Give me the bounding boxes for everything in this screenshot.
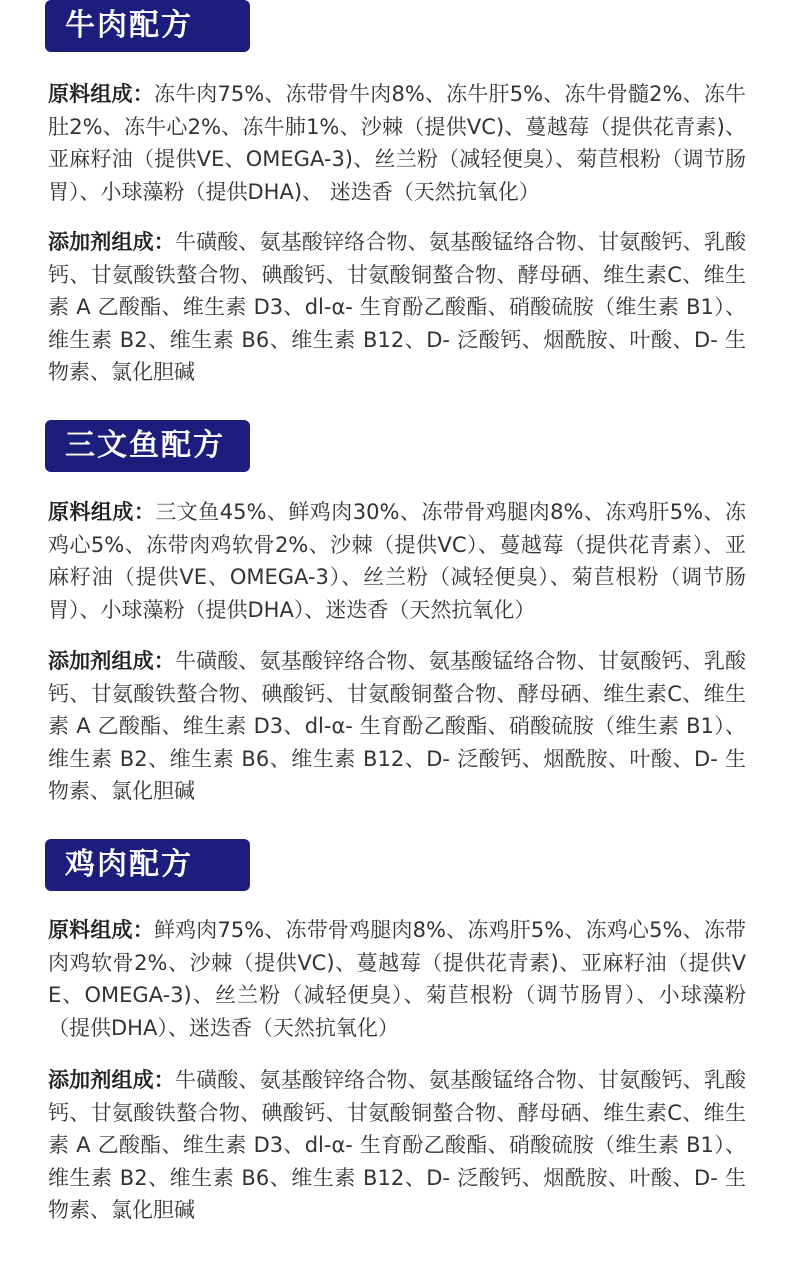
- ingredients-paragraph-salmon: [48, 496, 746, 628]
- ingredients-paragraph-chicken: [48, 914, 746, 1046]
- additives-label: 添加剂组成：: [48, 230, 175, 254]
- additives-paragraph-beef: [48, 226, 746, 390]
- additives-text: 牛磺酸、氨基酸锌络合物、氨基酸锰络合物、甘氨酸钙、乳酸钙、甘氨酸铁螯合物、碘酸钙、甘氨酸铜螯合物、酵母硒、维生素C、维生素 A 乙酸酯、维生素 D3、dl-α- 生育酚乙酸酯、硝酸硫胺（维生素 B1）、维生素 B2、维生素 B6、维生素 B12、D- 泛酸钙、烟酰胺、叶酸、D- 生物素、氯化胆碱: [48, 1068, 746, 1222]
- additives-text: 牛磺酸、氨基酸锌络合物、氨基酸锰络合物、甘氨酸钙、乳酸钙、甘氨酸铁螯合物、碘酸钙、甘氨酸铜螯合物、酵母硒、维生素C、维生素 A 乙酸酯、维生素 D3、dl-α- 生育酚乙酸酯、硝酸硫胺（维生素 B1）、维生素 B2、维生素 B6、维生素 B12、D- 泛酸钙、烟酰胺、叶酸、D- 生物素、氯化胆碱: [48, 230, 746, 384]
- ingredients-paragraph-beef: [48, 78, 746, 210]
- ingredients-label: 原料组成：: [48, 918, 154, 942]
- section-title-chicken: 鸡肉配方: [45, 839, 250, 891]
- ingredients-text: 三文鱼45%、鲜鸡肉30%、冻带骨鸡腿肉8%、冻鸡肝5%、冻鸡心5%、冻带肉鸡软骨2%、沙棘（提供VC）、蔓越莓（提供花青素）、亚麻籽油（提供VE、OMEGA-3）、丝兰粉（减轻便臭）、菊苣根粉（调节肠胃）、小球藻粉（提供DHA）、迷迭香（天然抗氧化）: [48, 500, 746, 622]
- additives-paragraph-salmon: [48, 645, 746, 809]
- additives-label: 添加剂组成：: [48, 1068, 175, 1092]
- additives-label: 添加剂组成：: [48, 649, 175, 673]
- section-title-beef: 牛肉配方: [45, 0, 250, 52]
- ingredients-text: 冻牛肉75%、冻带骨牛肉8%、冻牛肝5%、冻牛骨髓2%、冻牛肚2%、冻牛心2%、冻牛肺1%、沙棘（提供VC)、蔓越莓（提供花青素)、亚麻籽油（提供VE、OMEGA-3)、丝兰粉（减轻便臭）、菊苣根粉（调节肠胃）、小球藻粉（提供DHA)、 迷迭香（天然抗氧化）: [48, 82, 746, 204]
- additives-text: 牛磺酸、氨基酸锌络合物、氨基酸锰络合物、甘氨酸钙、乳酸钙、甘氨酸铁螯合物、碘酸钙、甘氨酸铜螯合物、酵母硒、维生素C、维生素 A 乙酸酯、维生素 D3、dl-α- 生育酚乙酸酯、硝酸硫胺（维生素 B1）、维生素 B2、维生素 B6、维生素 B12、D- 泛酸钙、烟酰胺、叶酸、D- 生物素、氯化胆碱: [48, 649, 746, 803]
- ingredients-label: 原料组成：: [48, 82, 154, 106]
- additives-paragraph-chicken: [48, 1064, 746, 1228]
- ingredients-label: 原料组成：: [48, 500, 156, 524]
- ingredients-text: 鲜鸡肉75%、冻带骨鸡腿肉8%、冻鸡肝5%、冻鸡心5%、冻带肉鸡软骨2%、沙棘（提供VC)、蔓越莓（提供花青素)、亚麻籽油（提供VE、OMEGA-3)、丝兰粉（减轻便臭）、菊苣根粉（调节肠胃）、小球藻粉（提供DHA）、迷迭香（天然抗氧化）: [48, 918, 746, 1040]
- section-title-salmon: 三文鱼配方: [45, 420, 250, 472]
